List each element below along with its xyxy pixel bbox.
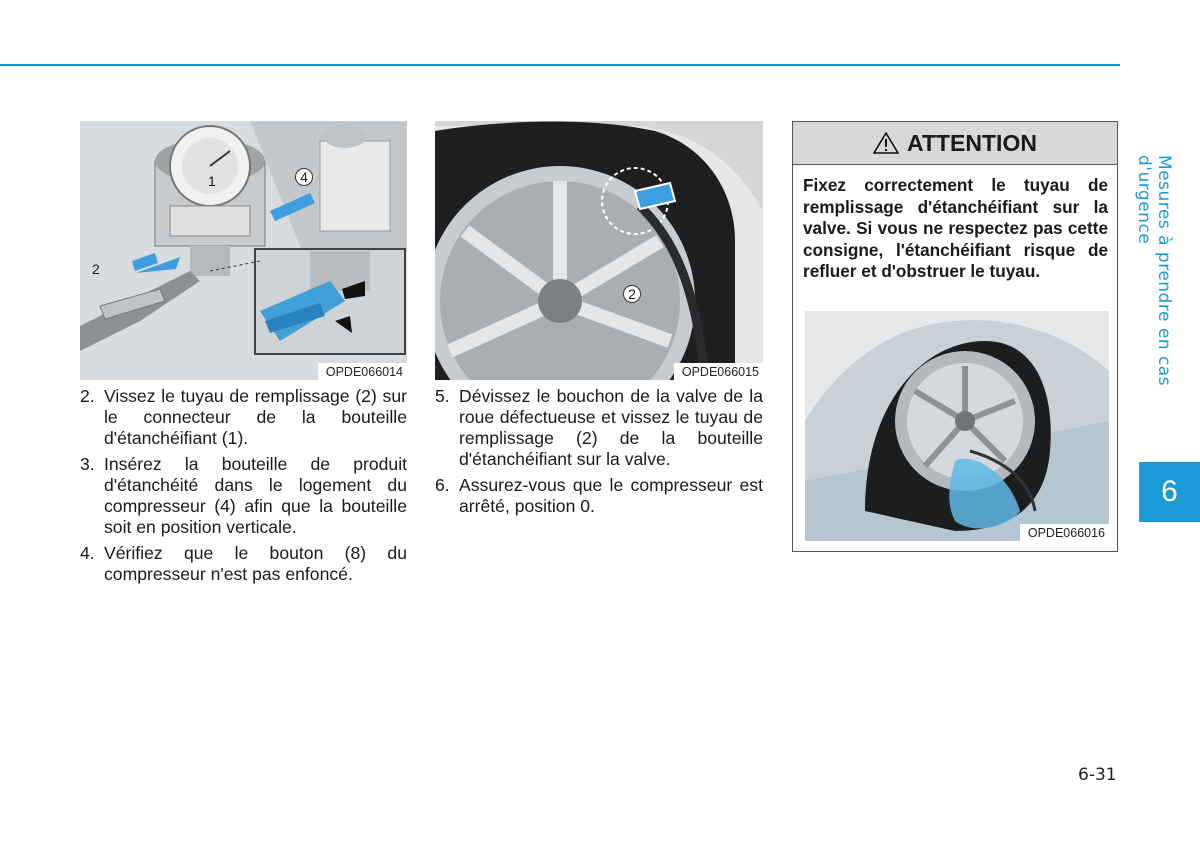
attention-title: ATTENTION	[907, 129, 1037, 156]
attention-header	[793, 122, 1117, 165]
steps-middle	[435, 386, 763, 522]
figure-wheel-valve	[435, 121, 763, 380]
callout-2: 2	[92, 261, 100, 277]
step-item	[435, 475, 763, 517]
step-item	[80, 543, 407, 585]
step-text: Vissez le tuyau de remplissage (2) sur le connecteur de la bouteille d'étanchéifiant (1).	[104, 386, 407, 448]
step-number: 4.	[80, 543, 95, 563]
chapter-number-tab: 6	[1139, 462, 1200, 522]
page-number: 6-31	[1078, 765, 1117, 785]
figure-sealant-bottle	[80, 121, 407, 380]
warning-triangle-icon	[873, 132, 899, 154]
illustration-sealant-leak	[805, 311, 1109, 541]
attention-text: Fixez correctement le tuyau de remplissage d'étanchéifiant sur la valve. Si vous ne respectez pas cette consigne, l'étanchéifiant risque de refluer et d'obstruer le tuyau.	[803, 175, 1108, 281]
steps-left	[80, 386, 407, 590]
step-text: Assurez-vous que le compresseur est arrêté, position 0.	[459, 475, 763, 516]
illustration-bottle-compressor	[80, 121, 407, 380]
callout-1: 1	[208, 173, 216, 189]
step-number: 3.	[80, 454, 95, 474]
callout-4: 4	[295, 168, 313, 186]
step-number: 6.	[435, 475, 450, 495]
top-rule	[0, 64, 1120, 66]
section-title-vertical: Mesures à prendre en cas d'urgence	[1134, 155, 1174, 387]
step-text: Vérifiez que le bouton (8) du compresseur n'est pas enfoncé.	[104, 543, 407, 584]
figure-code: OPDE066016	[1020, 524, 1109, 541]
step-text: Insérez la bouteille de produit d'étanchéité dans le logement du compresseur (4) afin que la bouteille soit en position verticale.	[104, 454, 407, 537]
figure-code: OPDE066015	[674, 363, 763, 380]
step-number: 2.	[80, 386, 95, 406]
illustration-wheel-valve	[435, 121, 763, 380]
step-item	[80, 386, 407, 449]
step-item	[435, 386, 763, 470]
step-item	[80, 454, 407, 538]
callout-2: 2	[623, 285, 641, 303]
figure-sealant-leak	[805, 311, 1109, 541]
step-text: Dévissez le bouchon de la valve de la roue défectueuse et vissez le tuyau de remplissage (2) de la bouteille d'étanchéifiant sur la valve.	[459, 386, 763, 469]
figure-code: OPDE066014	[318, 363, 407, 380]
attention-box	[792, 121, 1118, 552]
step-number: 5.	[435, 386, 450, 406]
